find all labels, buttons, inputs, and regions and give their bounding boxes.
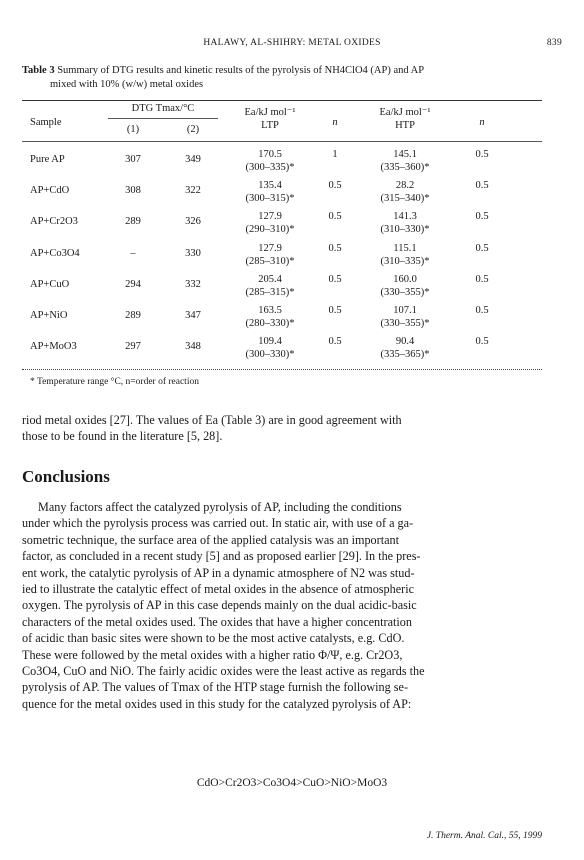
- paragraph-line: of acidic than basic sites were shown to be the most active catalysts, e.g. CdO.: [22, 631, 405, 646]
- conclusions-paragraph: [22, 499, 542, 712]
- table-cell-t2: 348: [185, 341, 201, 353]
- table-cell-ea-htp: 107.1: [393, 305, 417, 316]
- catalyst-sequence: CdO>Cr2O3>Co3O4>CuO>NiO>MoO3: [196, 777, 388, 789]
- table-cell-t2: 347: [185, 310, 201, 321]
- table-cell-ea-htp: 90.4: [395, 336, 415, 348]
- paragraph-line: ent work, the catalytic pyrolysis of AP in a dynamic atmosphere of N2 was stud-: [22, 565, 415, 580]
- table-cell-ea-htp: 145.1: [393, 149, 417, 160]
- table-cell-n-ltp: 0.5: [328, 211, 342, 223]
- table-cell-ea-ltp: 170.5: [258, 149, 282, 160]
- col-header-dtg-2: (2): [186, 124, 200, 135]
- paragraph-line: pyrolysis of AP. The values of Tmax of the HTP stage furnish the following se-: [22, 680, 408, 695]
- table-cell-ea-ltp: 127.9: [258, 211, 282, 223]
- table-cell-ea-ltp: 127.9: [258, 242, 282, 254]
- table-cell-sample: AP+CuO: [30, 278, 70, 290]
- paragraph-line: oxygen. The pyrolysis of AP in this case depends mainly on the dual acidic-basic: [22, 598, 417, 613]
- table-cell-t1: –: [130, 247, 136, 259]
- table-cell-range-ltp: (300–315)*: [245, 193, 295, 205]
- col-header-ltp: LTP: [261, 120, 279, 131]
- col-header-sample: Sample: [30, 117, 62, 128]
- table-cell-t2: 326: [185, 216, 201, 228]
- table-cell-sample: AP+Co3O4: [30, 247, 80, 259]
- table-cell-ea-ltp: 109.4: [258, 336, 282, 348]
- table-cell-ea-ltp: 163.5: [258, 305, 282, 316]
- col-header-dtg-1: (1): [126, 124, 140, 135]
- table-cell-t2: 349: [185, 154, 201, 165]
- table-cell-range-ltp: (300–330)*: [245, 349, 295, 361]
- paragraph-line: quence for the metal oxides used in this study for the catalyzed pyrolysis of AP:: [22, 696, 412, 711]
- table-cell-ea-htp: 28.2: [395, 180, 415, 192]
- paragraph-line: under which the pyrolysis process was carried out. In static air, with use of a ga-: [22, 516, 414, 531]
- paragraph-line: factor, as concluded in a recent study [5] and as proposed earlier [29]. In the pres-: [22, 549, 421, 564]
- table-cell-n-ltp: 0.5: [328, 305, 342, 316]
- table-cell-t1: 289: [125, 310, 141, 321]
- table-footnote: * Temperature range °C, n=order of reaction: [30, 377, 199, 387]
- paragraph-line: Co3O4, CuO and NiO. The fairly acidic oxides were the least active as regards the: [22, 664, 425, 679]
- table-cell-t2: 332: [185, 278, 201, 290]
- table-cell-n-htp: 0.5: [475, 273, 489, 285]
- table-cell-sample: AP+Cr2O3: [30, 216, 78, 228]
- page-number: 839: [546, 38, 562, 48]
- table-cell-n-htp: 0.5: [475, 242, 489, 254]
- table-cell-range-htp: (310–330)*: [380, 224, 430, 236]
- dtg-span-rule: [108, 118, 218, 119]
- table-cell-n-ltp: 0.5: [328, 242, 342, 254]
- table-cell-n-ltp: 0.5: [328, 336, 342, 348]
- table-cell-range-ltp: (290–310)*: [245, 224, 295, 236]
- col-header-ea-htp: Ea/kJ mol⁻¹: [379, 107, 431, 118]
- paragraph-line: ied to illustrate the catalytic effect of metal oxides in the absence of atmospheric: [22, 582, 414, 597]
- paragraph-line: Many factors affect the catalyzed pyrolysis of AP, including the conditions: [38, 500, 402, 514]
- paragraph-line: sometric technique, the surface area of the applied catalysis was an important: [22, 532, 399, 547]
- table-bottom-rule: [22, 369, 542, 370]
- col-header-htp: HTP: [395, 120, 415, 131]
- table-cell-n-htp: 0.5: [475, 211, 489, 223]
- paragraph-line: characters of the metal oxides used. The oxides that have a higher concentration: [22, 614, 412, 629]
- col-header-dtg: DTG Tmax/°C: [131, 103, 195, 114]
- table-cell-ea-ltp: 135.4: [258, 180, 282, 192]
- table-cell-sample: AP+MoO3: [30, 341, 77, 353]
- table-cell-range-htp: (310–335)*: [380, 255, 430, 267]
- table-cell-ea-htp: 115.1: [393, 242, 417, 254]
- table-cell-t1: 289: [125, 216, 141, 228]
- table-cell-range-ltp: (285–315)*: [245, 286, 295, 298]
- table-cell-range-htp: (330–355)*: [380, 318, 430, 329]
- table-cell-ea-htp: 160.0: [393, 273, 417, 285]
- table-cell-range-ltp: (300–335)*: [245, 162, 295, 173]
- table-cell-t1: 308: [125, 185, 141, 197]
- col-header-n-ltp: n: [332, 117, 338, 128]
- table-cell-t1: 297: [125, 341, 141, 353]
- table-caption-line2: mixed with 10% (w/w) metal oxides: [50, 79, 204, 90]
- table-cell-n-htp: 0.5: [475, 305, 489, 316]
- running-head: [22, 38, 562, 52]
- table-cell-n-htp: 0.5: [475, 149, 489, 160]
- table-cell-n-ltp: 0.5: [328, 180, 342, 192]
- table-cell-range-htp: (335–365)*: [380, 349, 430, 361]
- paragraph-line: those to be found in the literature [5, 28].: [22, 429, 223, 444]
- journal-citation: J. Therm. Anal. Cal., 55, 1999: [426, 831, 542, 841]
- table-cell-t1: 294: [125, 278, 141, 290]
- table-cell-n-htp: 0.5: [475, 336, 489, 348]
- table-cell-range-htp: (315–340)*: [380, 193, 430, 205]
- paragraph-top: [22, 412, 542, 445]
- table-cell-sample: Pure AP: [30, 154, 65, 165]
- paragraph-line: riod metal oxides [27]. The values of Ea (Table 3) are in good agreement with: [22, 413, 402, 427]
- table-header-rule: [22, 141, 542, 142]
- section-heading: Conclusions: [22, 467, 110, 486]
- table-cell-ea-ltp: 205.4: [258, 273, 282, 285]
- table-cell-t2: 322: [185, 185, 201, 197]
- table-cell-sample: AP+CdO: [30, 185, 70, 197]
- table-caption: [22, 64, 537, 92]
- col-header-ea-ltp: Ea/kJ mol⁻¹: [244, 107, 296, 118]
- table-label: Table 3: [22, 65, 55, 76]
- table-cell-n-ltp: 0.5: [328, 273, 342, 285]
- table-cell-n-ltp: 1: [332, 149, 338, 160]
- table-cell-n-htp: 0.5: [475, 180, 489, 192]
- table-cell-sample: AP+NiO: [30, 310, 68, 321]
- table-cell-range-ltp: (280–330)*: [245, 318, 295, 329]
- table-cell-range-htp: (335–360)*: [380, 162, 430, 173]
- paragraph-line: These were followed by the metal oxides with a higher ratio Φ/Ψ, e.g. Cr2O3,: [22, 647, 403, 662]
- table-cell-range-ltp: (285–310)*: [245, 255, 295, 267]
- col-header-n-htp: n: [479, 117, 485, 128]
- table-cell-range-htp: (330–355)*: [380, 286, 430, 298]
- running-head-title: HALAWY, AL-SHIHRY: METAL OXIDES: [203, 38, 381, 48]
- table-cell-ea-htp: 141.3: [393, 211, 417, 223]
- table-cell-t1: 307: [125, 154, 141, 165]
- table-top-rule: [22, 100, 542, 101]
- table-cell-t2: 330: [185, 247, 201, 259]
- table-caption-line1: Summary of DTG results and kinetic results of the pyrolysis of NH4ClO4 (AP) and AP: [57, 65, 425, 76]
